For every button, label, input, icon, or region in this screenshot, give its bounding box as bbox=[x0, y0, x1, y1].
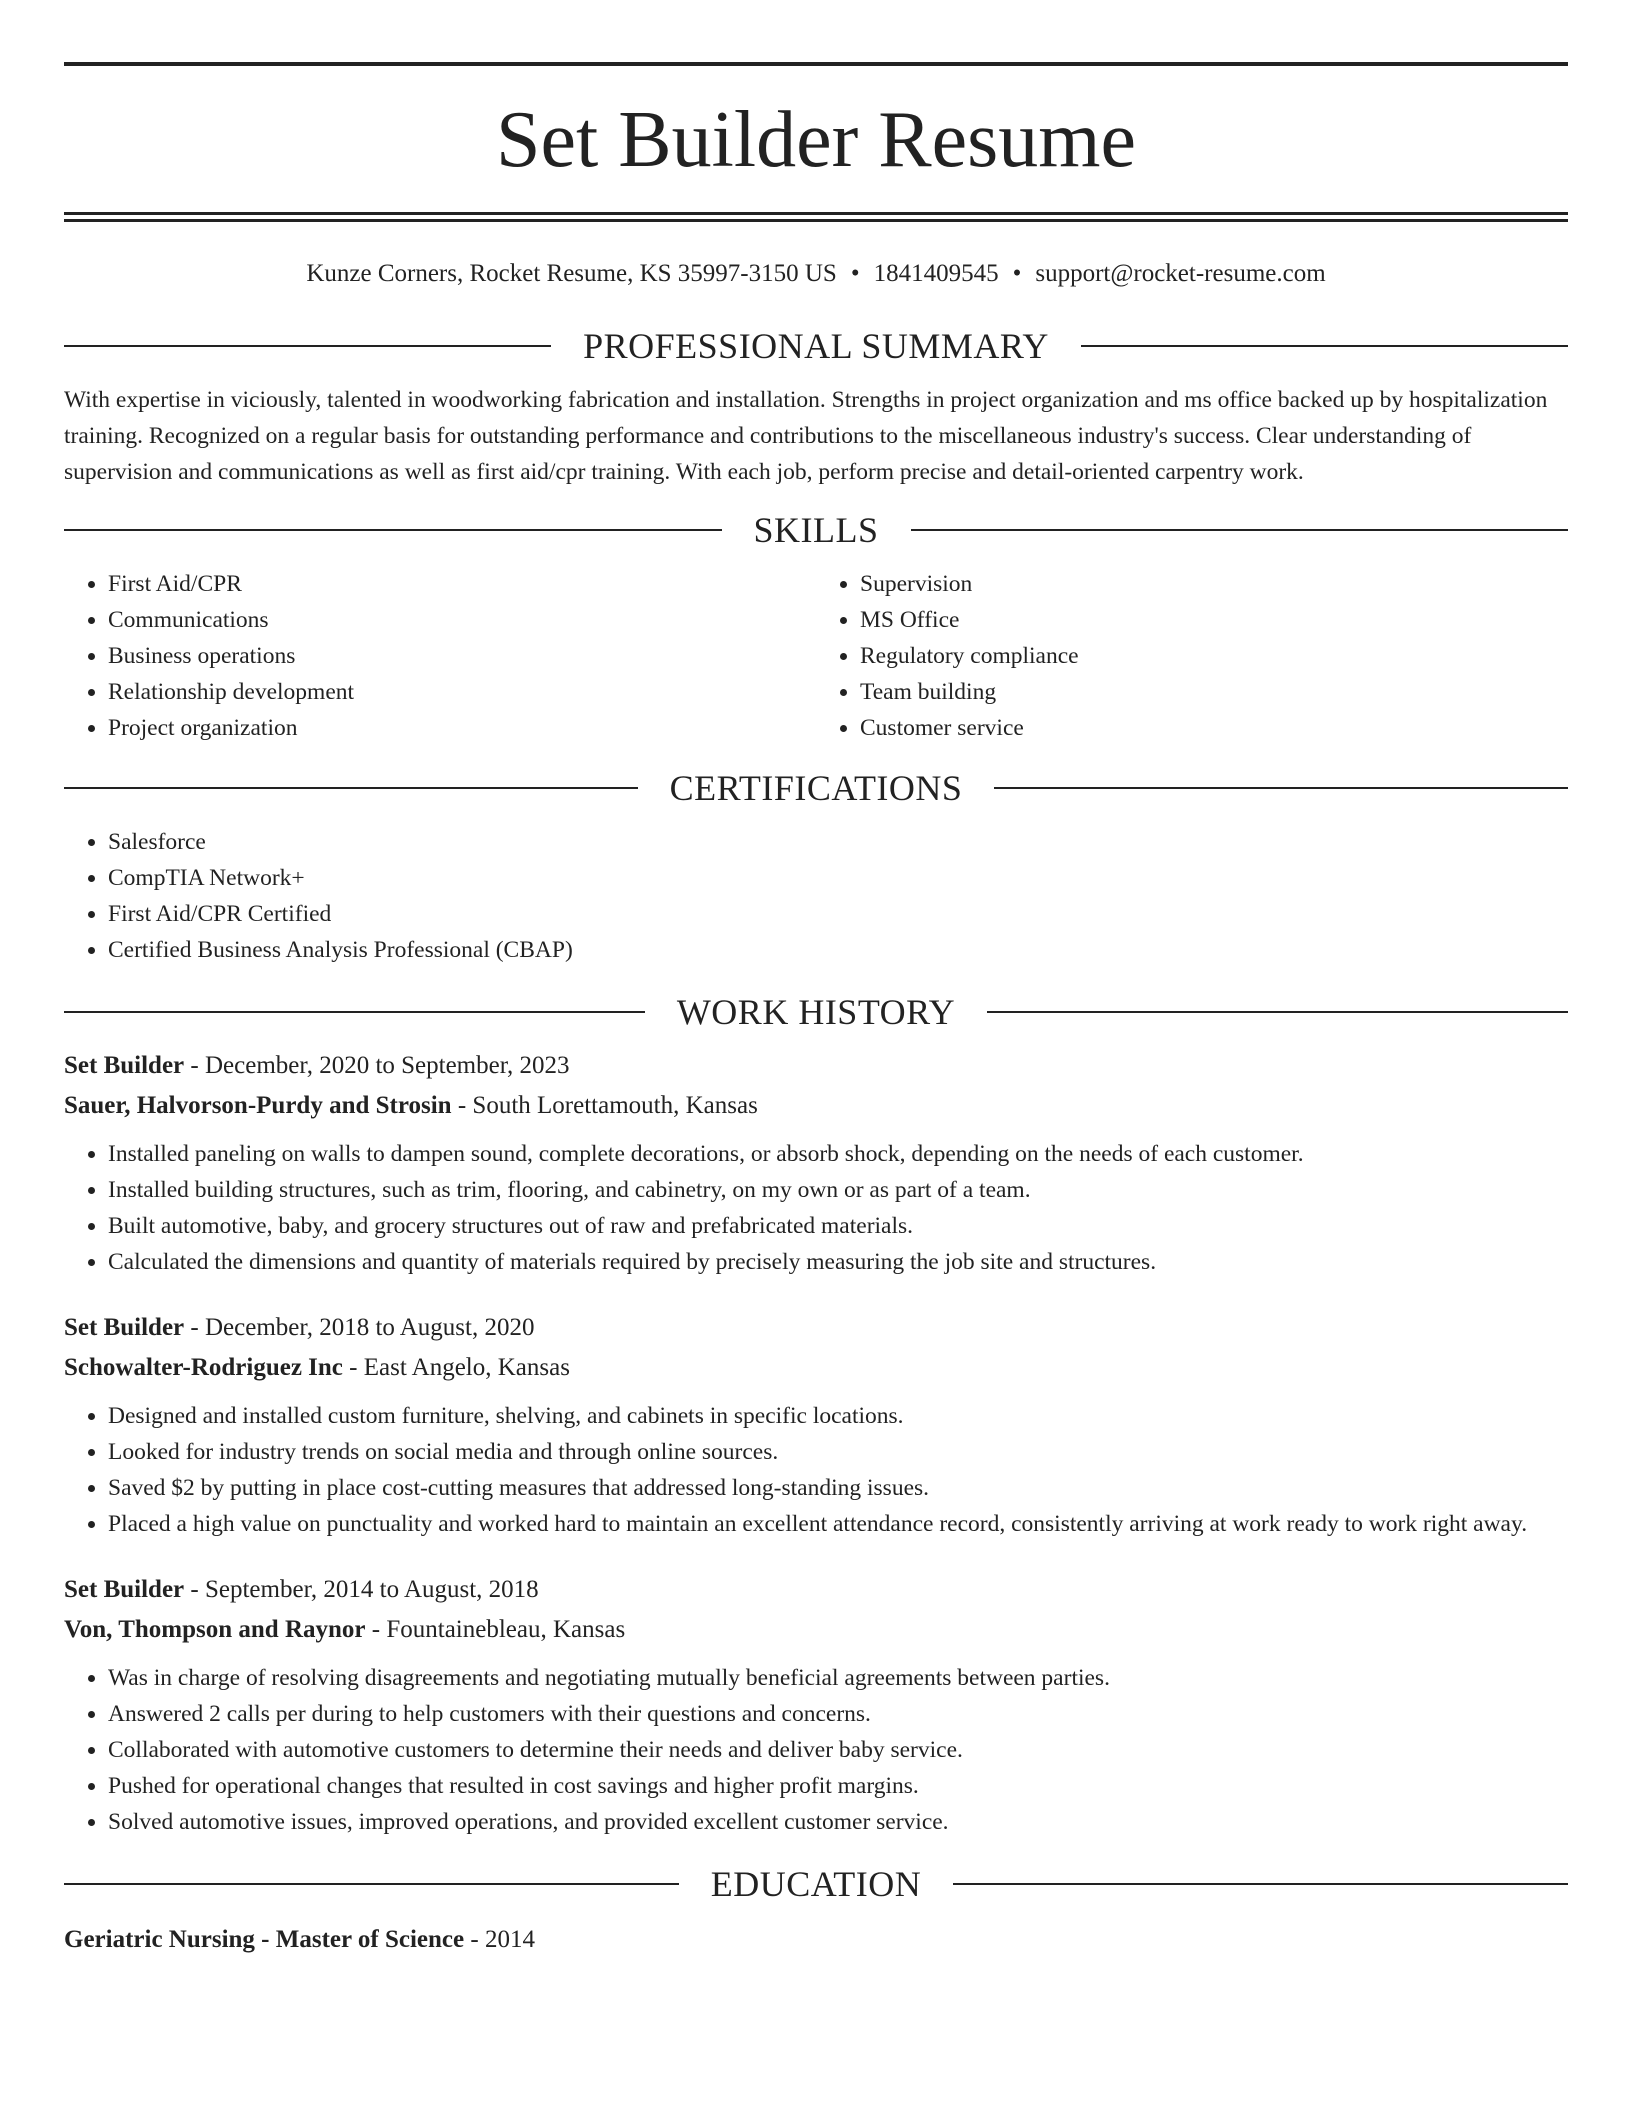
certification-item: • First Aid/CPR Certified bbox=[108, 896, 1568, 932]
job-title-line bbox=[64, 1046, 1568, 1086]
section-heading-skills bbox=[64, 506, 1568, 554]
section-title: WORK HISTORY bbox=[676, 992, 956, 1032]
job-entry bbox=[64, 1046, 1568, 1280]
skill-item: • Supervision bbox=[860, 566, 1568, 602]
section-title: SKILLS bbox=[753, 510, 879, 550]
divider bbox=[911, 529, 1569, 531]
job-bullet: • Was in charge of resolving disagreements and negotiating mutually beneficial agreements between parties. bbox=[108, 1660, 1568, 1696]
job-company: Von, Thompson and Raynor bbox=[64, 1616, 366, 1643]
skill-item: • Business operations bbox=[108, 638, 816, 674]
job-location: - Fountainebleau, Kansas bbox=[365, 1616, 626, 1643]
contact-line bbox=[64, 260, 1568, 288]
job-bullet: • Installed building structures, such as trim, flooring, and cabinetry, on my own or as part of a team. bbox=[108, 1172, 1568, 1208]
section-title: EDUCATION bbox=[710, 1864, 922, 1904]
section-heading-summary bbox=[64, 322, 1568, 370]
job-dates: - December, 2020 to September, 2023 bbox=[184, 1052, 570, 1079]
skill-item: • Regulatory compliance bbox=[860, 638, 1568, 674]
job-company: Schowalter-Rodriguez Inc bbox=[64, 1354, 343, 1381]
contact-email: support@rocket-resume.com bbox=[1035, 260, 1326, 287]
divider bbox=[64, 1011, 645, 1013]
job-title-line bbox=[64, 1308, 1568, 1348]
job-title: Set Builder bbox=[64, 1576, 185, 1603]
contact-separator: • bbox=[850, 260, 860, 287]
job-bullets bbox=[64, 1660, 1568, 1840]
job-dates: - December, 2018 to August, 2020 bbox=[184, 1314, 535, 1341]
contact-separator: • bbox=[1012, 260, 1022, 287]
divider bbox=[994, 787, 1568, 789]
job-bullet: • Pushed for operational changes that resulted in cost savings and higher profit margins. bbox=[108, 1768, 1568, 1804]
job-bullet: • Looked for industry trends on social media and through online sources. bbox=[108, 1434, 1568, 1470]
job-title: Set Builder bbox=[64, 1314, 185, 1341]
divider bbox=[64, 529, 722, 531]
job-company-line bbox=[64, 1348, 1568, 1388]
certification-item: • Certified Business Analysis Professional (CBAP) bbox=[108, 932, 1568, 968]
section-title: PROFESSIONAL SUMMARY bbox=[583, 326, 1049, 366]
skill-item: • Team building bbox=[860, 674, 1568, 710]
certification-item: • Salesforce bbox=[108, 824, 1568, 860]
job-company: Sauer, Halvorson-Purdy and Strosin bbox=[64, 1092, 452, 1119]
contact-phone: 1841409545 bbox=[873, 260, 999, 287]
divider bbox=[953, 1883, 1568, 1885]
skill-item: • Relationship development bbox=[108, 674, 816, 710]
job-bullet: • Answered 2 calls per during to help customers with their questions and concerns. bbox=[108, 1696, 1568, 1732]
job-bullet: • Built automotive, baby, and grocery structures out of raw and prefabricated materials. bbox=[108, 1208, 1568, 1244]
education-entry bbox=[64, 1920, 1568, 1960]
section-heading-certifications bbox=[64, 764, 1568, 812]
job-dates: - September, 2014 to August, 2018 bbox=[184, 1576, 539, 1603]
section-heading-work-history bbox=[64, 988, 1568, 1036]
contact-address: Kunze Corners, Rocket Resume, KS 35997-3150 US bbox=[306, 260, 837, 287]
skills-list bbox=[64, 566, 1568, 746]
job-bullet: • Calculated the dimensions and quantity of materials required by precisely measuring the job site and structures. bbox=[108, 1244, 1568, 1280]
skills-column-right bbox=[816, 566, 1568, 746]
title-double-rule bbox=[64, 212, 1568, 222]
divider bbox=[987, 1011, 1568, 1013]
education-year: - 2014 bbox=[464, 1926, 535, 1953]
page-title: Set Builder Resume bbox=[496, 96, 1136, 184]
job-location: - East Angelo, Kansas bbox=[342, 1354, 570, 1381]
job-bullet: • Designed and installed custom furniture, shelving, and cabinets in specific locations. bbox=[108, 1398, 1568, 1434]
section-heading-education bbox=[64, 1860, 1568, 1908]
skill-item: • MS Office bbox=[860, 602, 1568, 638]
skill-item: • Communications bbox=[108, 602, 816, 638]
skill-item: • Customer service bbox=[860, 710, 1568, 746]
job-bullets bbox=[64, 1136, 1568, 1280]
job-bullet: • Saved $2 by putting in place cost-cutting measures that addressed long-standing issues. bbox=[108, 1470, 1568, 1506]
top-rule bbox=[64, 62, 1568, 66]
section-title: CERTIFICATIONS bbox=[669, 768, 963, 808]
job-bullet: • Collaborated with automotive customers to determine their needs and deliver baby service. bbox=[108, 1732, 1568, 1768]
resume-page bbox=[64, 0, 1568, 1960]
job-title: Set Builder bbox=[64, 1052, 185, 1079]
divider bbox=[64, 787, 638, 789]
certification-item: • CompTIA Network+ bbox=[108, 860, 1568, 896]
job-bullet: • Placed a high value on punctuality and worked hard to maintain an excellent attendance record, consistently arriving at work ready to work right away. bbox=[108, 1506, 1568, 1542]
divider bbox=[64, 1883, 679, 1885]
skill-item: • Project organization bbox=[108, 710, 816, 746]
education-degree: Geriatric Nursing - Master of Science bbox=[64, 1926, 465, 1953]
job-location: - South Lorettamouth, Kansas bbox=[451, 1092, 758, 1119]
divider bbox=[64, 345, 551, 347]
skills-column-left bbox=[64, 566, 816, 746]
certifications-list bbox=[64, 824, 1568, 968]
job-bullets bbox=[64, 1398, 1568, 1542]
summary-text: With expertise in viciously, talented in woodworking fabrication and installation. Strengths in project organization and ms office backed up by hospitalization training. Recognized on a regular basis for outstanding performance and contributions to the miscellaneous industry's success. Clear understanding of supervision and communications as well as first aid/cpr training. With each job, perform precise and detail-oriented carpentry work. bbox=[64, 387, 1548, 485]
skill-item: • First Aid/CPR bbox=[108, 566, 816, 602]
job-entry bbox=[64, 1308, 1568, 1542]
job-entry bbox=[64, 1570, 1568, 1840]
work-history bbox=[64, 1046, 1568, 1840]
job-title-line bbox=[64, 1570, 1568, 1610]
job-company-line bbox=[64, 1086, 1568, 1126]
job-bullet: • Installed paneling on walls to dampen sound, complete decorations, or absorb shock, depending on the needs of each customer. bbox=[108, 1136, 1568, 1172]
divider bbox=[1081, 345, 1568, 347]
job-company-line bbox=[64, 1610, 1568, 1650]
job-bullet: • Solved automotive issues, improved operations, and provided excellent customer service. bbox=[108, 1804, 1568, 1840]
